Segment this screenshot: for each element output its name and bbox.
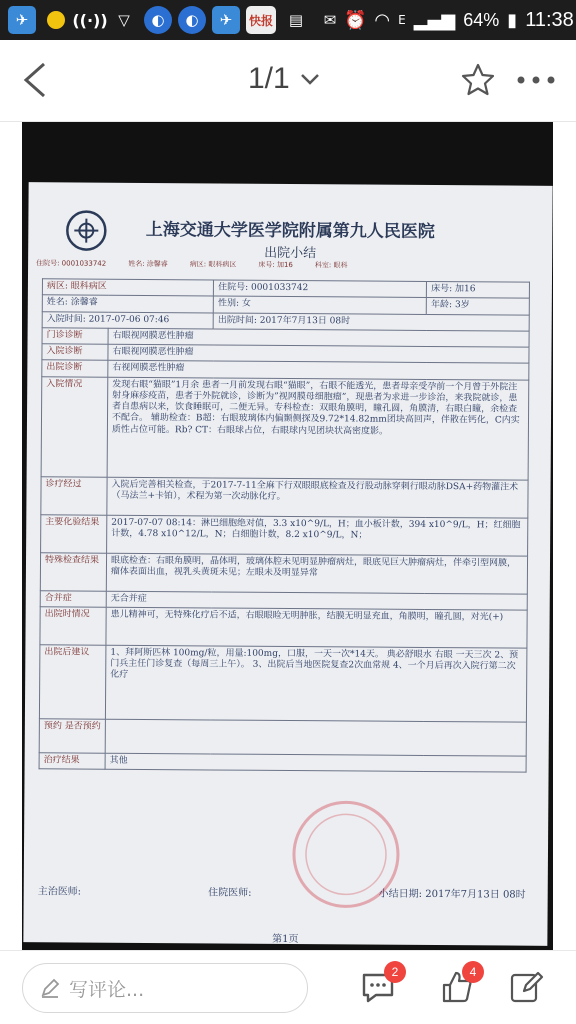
row-label: 入院诊断 <box>42 344 108 361</box>
mail-icon: ✉ <box>323 11 337 29</box>
table-row <box>41 514 528 555</box>
row-label: 合并症 <box>40 590 106 607</box>
table-row <box>40 607 527 648</box>
network-type: E <box>398 13 406 27</box>
meta-item: 科室: 眼科 <box>314 261 348 270</box>
table-row <box>40 552 527 593</box>
meta-item: 姓名: 涂馨睿 <box>128 259 168 269</box>
more-icon[interactable] <box>514 68 558 92</box>
row-label: 出院后建议 <box>39 645 106 719</box>
row-label: 门诊诊断 <box>42 328 108 345</box>
signal-icon: ▂▄▆ <box>413 9 456 31</box>
summary-table <box>39 278 530 772</box>
back-arrow-icon[interactable] <box>18 60 58 100</box>
table-row <box>39 753 526 773</box>
table-cell: 出院时间: 2017年7月13日 08时 <box>213 312 529 330</box>
comment-placeholder: 写评论... <box>69 978 145 1001</box>
wifi-icon: ◠ <box>374 9 391 31</box>
row-label: 诊疗经过 <box>41 476 107 514</box>
hospital-name: 上海交通大学医学院附属第九人民医院 <box>145 219 435 243</box>
yellow-dot-icon <box>42 6 70 34</box>
news-icon: ▤ <box>288 11 304 29</box>
app-notify-icon-2: ✈ <box>212 6 240 34</box>
table-row <box>39 645 527 722</box>
row-label: 治疗结果 <box>39 753 105 770</box>
star-icon[interactable] <box>460 62 496 98</box>
app-notify-icon: ✈ <box>8 6 36 34</box>
clock: 11:38 <box>525 8 574 31</box>
table-cell: 姓名: 涂馨睿 <box>42 295 213 312</box>
image-viewer[interactable] <box>22 122 553 950</box>
row-label: 出院时情况 <box>40 607 106 645</box>
comment-count-badge: 2 <box>384 961 406 983</box>
row-label: 出院诊断 <box>42 360 108 377</box>
page-number: 第1页 <box>272 933 299 946</box>
meta-item: 住院号: 0001033742 <box>36 259 107 268</box>
comment-input[interactable] <box>22 963 308 1013</box>
bottom-bar <box>0 950 576 1024</box>
search-app-icon: ◐ <box>144 6 172 34</box>
row-label: 主要化验结果 <box>41 514 107 552</box>
search-app-icon-2: ◐ <box>178 6 206 34</box>
row-value: 右视网膜恶性肿瘤 <box>108 360 529 379</box>
page-indicator: 1/1 <box>248 62 290 95</box>
row-value: 右眼视网膜恶性肿瘤 <box>108 328 529 347</box>
row-value: 发现右眼“猫眼”1月余 患者一月前发现右眼“猫眼”，右眼不能透光，患者母亲受孕前一个月曾于外院注射身麻疹疫苗，患者于外院就诊，诊断为”视网膜母细胞瘤”，现患者为求进一步诊治，来我院就诊，患者自患病以来，饮食睡眠可，二便无异。专科检查：双眼角膜明，瞳孔圆，角膜清，右眼白瞳，余检查不配合。 辅助检查：B超：右眼玻璃体内偏颞侧探及9.72*14.82mm团块高回声，伴散在钙化，C内实质性占位可能。Rb? CT：右眼球占位，右眼球内见团块状高密度影。 <box>107 377 529 480</box>
discharge-summary-document <box>23 182 552 946</box>
edit-button[interactable] <box>506 967 546 1007</box>
shield-icon: ▽ <box>118 11 130 29</box>
document-meta <box>36 258 347 270</box>
document-title: 出院小结 <box>264 245 317 262</box>
chevron-down-icon <box>300 72 320 86</box>
pencil-icon <box>39 977 61 999</box>
battery-percent: 64% <box>463 9 500 30</box>
meta-item: 病区: 眼科病区 <box>189 260 237 269</box>
news-app-icon: 快报 <box>246 6 276 34</box>
resident-doctor-label: 住院医师: <box>208 887 252 899</box>
row-value: 其他 <box>105 753 526 772</box>
row-value: 右眼视网膜恶性肿瘤 <box>108 344 529 363</box>
table-cell: 病区: 眼科病区 <box>42 279 213 296</box>
summary-date: 小结日期: 2017年7月13日 08时 <box>378 888 526 901</box>
hotspot-icon: ((·)) <box>72 10 108 30</box>
app-header <box>0 40 576 122</box>
status-bar <box>0 0 576 40</box>
row-value: 入院后完善相关检查，于2017-7-11全麻下行双眼眼底检查及行股动脉穿刺行眼动脉DSA+药物灌注术（马法兰+卡铂），术程为第一次动脉化疗。 <box>107 477 528 518</box>
row-value: 无合并症 <box>106 591 527 610</box>
page-selector[interactable] <box>248 62 320 96</box>
edit-icon <box>506 967 546 1007</box>
table-cell: 年龄: 3岁 <box>426 298 529 315</box>
like-button[interactable] <box>436 967 476 1007</box>
table-cell: 住院号: 0001033742 <box>214 280 427 298</box>
meta-item: 床号: 加16 <box>258 260 293 270</box>
table-cell: 入院时间: 2017-07-06 07:46 <box>42 311 213 328</box>
table-row <box>41 476 528 517</box>
table-row <box>41 376 529 479</box>
attending-doctor-label: 主治医师: <box>37 886 82 898</box>
row-value: 2017-07-07 08:14：淋巴细胞绝对值，3.3 x10^9/L，H；血小板计数，394 x10^9/L，H；红细胞计数，4.78 x10^12/L，N；白细胞计数，8.2 x10^9/L，N； <box>107 515 528 556</box>
table-row <box>39 719 526 756</box>
alarm-icon: ⏰ <box>344 9 367 31</box>
signature-line <box>38 882 526 900</box>
table-cell: 性别: 女 <box>213 296 426 314</box>
like-count-badge: 4 <box>462 961 484 983</box>
table-cell: 床号: 加16 <box>427 281 530 298</box>
row-label: 特殊检查结果 <box>40 552 106 590</box>
row-value: 患儿精神可，无特殊化疗后不适，右眼眼睑无明肿胀，结膜无明显充血，角膜明，瞳孔圆，对光(+) <box>106 607 527 648</box>
comments-button[interactable] <box>358 967 398 1007</box>
row-value: 眼底检查：右眼角膜明，晶体明，玻璃体腔未见明显肿瘤病灶，眼底见巨大肿瘤病灶，伴牵引型网膜，瘤体表面出血，视乳头黄斑未见；左眼未及明显异常 <box>106 553 527 594</box>
row-label: 入院情况 <box>41 376 108 476</box>
row-value: 1、拜阿斯匹林 100mg/粒，用量:100mg，口服，一天一次*14天。 典必舒眼水 右眼 一天三次 2、预门兵主任门诊复查（每周三上午）。 3、出院后当地医院复查2次血常规 4、一个月后再次入院行第二次化疗 <box>105 645 527 722</box>
battery-icon: ▮ <box>507 9 518 31</box>
row-label: 预约 是否预约 <box>39 719 105 753</box>
row-value <box>105 719 526 756</box>
